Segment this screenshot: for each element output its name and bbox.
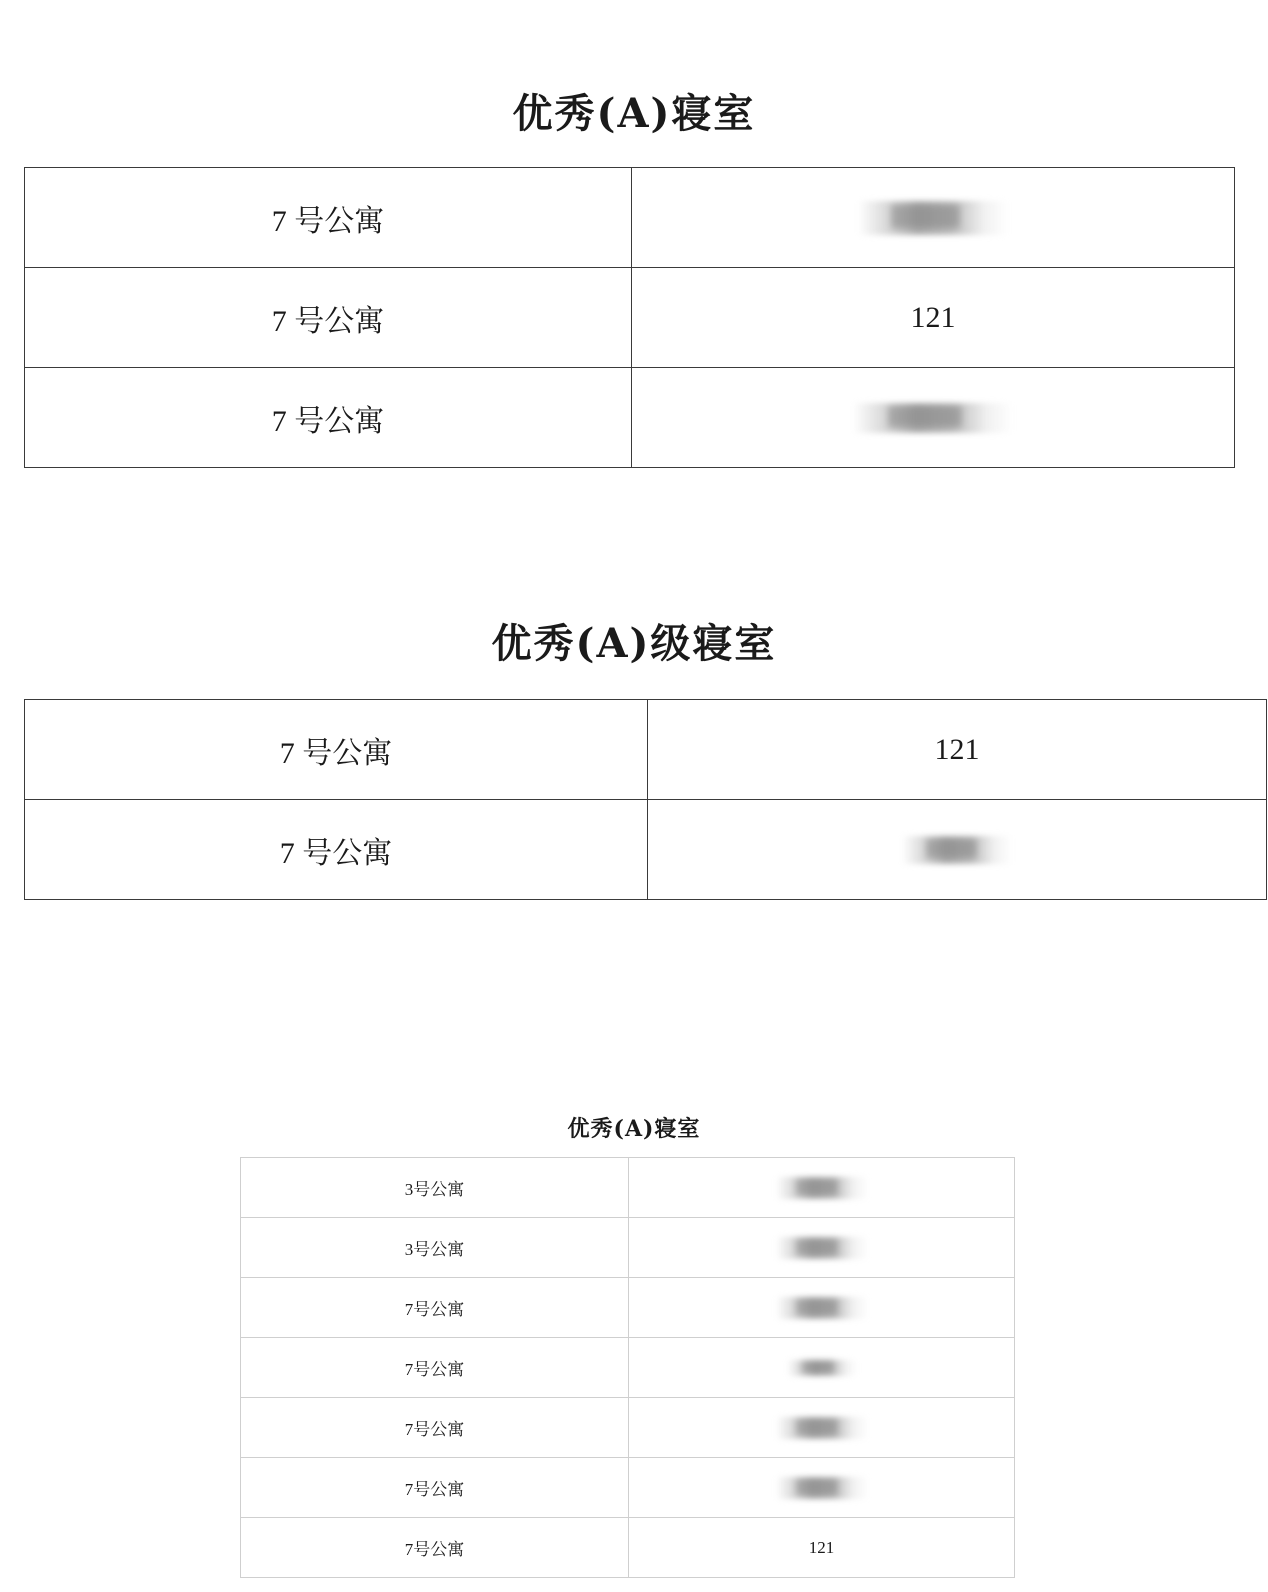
room-cell: [632, 368, 1235, 468]
room-cell: [629, 1158, 1015, 1218]
redacted-value: [630, 1279, 1013, 1336]
building-cell: 3号公寓: [241, 1218, 629, 1278]
building-cell: 7号公寓: [241, 1458, 629, 1518]
redacted-value: [633, 169, 1233, 266]
excellent-dorm-section-2: [0, 612, 1268, 900]
table-row: [241, 1398, 1015, 1458]
table-row: [25, 168, 1235, 268]
table-row: [25, 268, 1235, 368]
redacted-value: [630, 1399, 1013, 1456]
building-cell: 7号公寓: [241, 1398, 629, 1458]
building-cell: 7 号公寓: [25, 168, 632, 268]
room-cell: 121: [648, 700, 1267, 800]
redaction-blur-icon: [902, 836, 1012, 864]
redaction-blur-icon: [776, 1237, 868, 1259]
table-row: [25, 700, 1267, 800]
redaction-blur-icon: [776, 1417, 868, 1439]
redaction-blur-icon: [776, 1477, 868, 1499]
section-3-title: 优秀(A)寝室: [567, 1116, 701, 1142]
room-cell: 121: [632, 268, 1235, 368]
table-row: [25, 368, 1235, 468]
building-cell: 7号公寓: [241, 1338, 629, 1398]
building-cell: 7号公寓: [241, 1518, 629, 1578]
room-cell: [629, 1338, 1015, 1398]
building-cell: 7 号公寓: [25, 800, 648, 900]
room-cell: 121: [629, 1518, 1015, 1578]
redacted-value: [649, 801, 1265, 898]
excellent-dorm-section-3: [0, 1112, 1268, 1578]
section-3-table: [240, 1157, 1015, 1578]
table-row: [241, 1338, 1015, 1398]
section-1-table: [24, 167, 1235, 468]
building-cell: 7 号公寓: [25, 700, 648, 800]
redaction-blur-icon: [776, 1177, 868, 1199]
redacted-value: [630, 1219, 1013, 1276]
table-row: [241, 1218, 1015, 1278]
section-2-table: [24, 699, 1267, 900]
building-cell: 7号公寓: [241, 1278, 629, 1338]
room-cell: [632, 168, 1235, 268]
table-row: [25, 800, 1267, 900]
section-1-title: 优秀(A)寝室: [512, 90, 756, 137]
table-row: [241, 1158, 1015, 1218]
redacted-value: [630, 1459, 1013, 1516]
redacted-value: [633, 369, 1233, 466]
redaction-blur-icon: [787, 1360, 857, 1376]
building-cell: 3号公寓: [241, 1158, 629, 1218]
redacted-value: [630, 1339, 1013, 1396]
section-2-title: 优秀(A)级寝室: [491, 620, 777, 667]
redaction-blur-icon: [858, 201, 1008, 235]
redaction-blur-icon: [776, 1297, 868, 1319]
room-cell: [629, 1278, 1015, 1338]
table-row: [241, 1518, 1015, 1578]
room-cell: [629, 1218, 1015, 1278]
building-cell: 7 号公寓: [25, 268, 632, 368]
redaction-blur-icon: [853, 403, 1013, 433]
redacted-value: [630, 1159, 1013, 1216]
room-cell: [629, 1398, 1015, 1458]
table-row: [241, 1458, 1015, 1518]
room-cell: [629, 1458, 1015, 1518]
excellent-dorm-section-1: [0, 0, 1268, 468]
table-row: [241, 1278, 1015, 1338]
building-cell: 7 号公寓: [25, 368, 632, 468]
room-cell: [648, 800, 1267, 900]
